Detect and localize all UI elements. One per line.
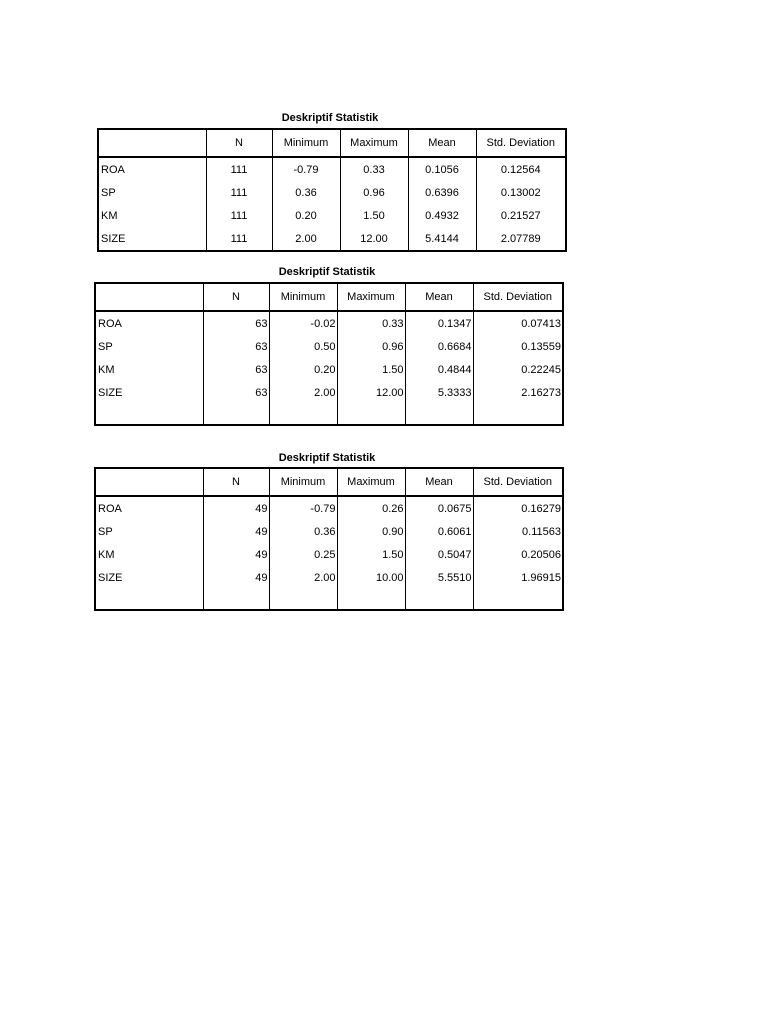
row-label: SIZE (98, 571, 123, 584)
table-3-title: Deskriptif Statistik (278, 452, 376, 464)
cell-maximum: 0.96 (337, 335, 405, 358)
cell-mean: 0.6061 (405, 520, 473, 543)
header-minimum: Minimum (269, 468, 337, 496)
cell-mean: 0.4932 (408, 204, 476, 227)
cell-std-deviation: 0.13559 (473, 335, 563, 358)
cell-n: 49 (203, 543, 269, 566)
cell-minimum: 2.00 (269, 566, 337, 589)
empty-cell (95, 404, 203, 425)
empty-cell (269, 404, 337, 425)
cell-maximum: 1.50 (340, 204, 408, 227)
header-n: N (206, 129, 272, 157)
row-label: SIZE (98, 386, 123, 399)
cell-std-deviation: 0.12564 (476, 157, 566, 181)
header-mean: Mean (405, 283, 473, 311)
empty-cell (337, 589, 405, 610)
empty-cell (473, 589, 563, 610)
cell-std-deviation: 1.96915 (473, 566, 563, 589)
descriptive-stats-table-2 (94, 282, 564, 426)
row-label: ROA (98, 502, 122, 515)
cell-n: 111 (206, 204, 272, 227)
header-mean: Mean (405, 468, 473, 496)
cell-minimum: 0.20 (269, 358, 337, 381)
cell-n: 49 (203, 520, 269, 543)
cell-std-deviation: 0.11563 (473, 520, 563, 543)
header-maximum: Maximum (337, 468, 405, 496)
cell-n: 63 (203, 381, 269, 404)
table-row (98, 204, 566, 227)
cell-maximum: 12.00 (337, 381, 405, 404)
table-1-title: Deskriptif Statistik (281, 112, 379, 124)
cell-std-deviation: 0.21527 (476, 204, 566, 227)
table-row (95, 520, 563, 543)
header-n: N (203, 283, 269, 311)
table-header-row (95, 468, 563, 496)
header-variable (98, 129, 206, 157)
header-std-deviation: Std. Deviation (473, 468, 563, 496)
table-empty-row (95, 589, 563, 610)
cell-n: 111 (206, 157, 272, 181)
header-n: N (203, 468, 269, 496)
cell-n: 63 (203, 358, 269, 381)
empty-cell (203, 404, 269, 425)
row-label: ROA (101, 163, 125, 176)
cell-mean: 0.6396 (408, 181, 476, 204)
empty-cell (473, 404, 563, 425)
header-std-deviation: Std. Deviation (476, 129, 566, 157)
cell-mean: 0.0675 (405, 496, 473, 520)
cell-mean: 5.4144 (408, 227, 476, 251)
cell-n: 49 (203, 496, 269, 520)
cell-maximum: 12.00 (340, 227, 408, 251)
cell-n: 63 (203, 311, 269, 335)
empty-cell (203, 589, 269, 610)
empty-cell (405, 589, 473, 610)
table-row (95, 496, 563, 520)
header-variable (95, 283, 203, 311)
cell-std-deviation: 0.20506 (473, 543, 563, 566)
table-header-row (98, 129, 566, 157)
cell-std-deviation: 0.22245 (473, 358, 563, 381)
table-empty-row (95, 404, 563, 425)
cell-minimum: -0.79 (272, 157, 340, 181)
table-row (95, 335, 563, 358)
cell-maximum: 0.33 (337, 311, 405, 335)
cell-minimum: 0.36 (269, 520, 337, 543)
cell-n: 49 (203, 566, 269, 589)
empty-cell (269, 589, 337, 610)
row-label: ROA (98, 317, 122, 330)
cell-maximum: 0.33 (340, 157, 408, 181)
cell-maximum: 0.26 (337, 496, 405, 520)
cell-minimum: -0.02 (269, 311, 337, 335)
cell-maximum: 0.90 (337, 520, 405, 543)
row-label: KM (98, 548, 115, 561)
cell-mean: 0.4844 (405, 358, 473, 381)
table-row (95, 381, 563, 404)
cell-mean: 0.1056 (408, 157, 476, 181)
header-variable (95, 468, 203, 496)
table-row (98, 157, 566, 181)
table-row (95, 358, 563, 381)
cell-minimum: 0.36 (272, 181, 340, 204)
header-minimum: Minimum (269, 283, 337, 311)
table-row (95, 311, 563, 335)
cell-std-deviation: 0.07413 (473, 311, 563, 335)
table-row (95, 566, 563, 589)
cell-n: 111 (206, 181, 272, 204)
cell-maximum: 0.96 (340, 181, 408, 204)
empty-cell (95, 589, 203, 610)
cell-minimum: 0.20 (272, 204, 340, 227)
header-minimum: Minimum (272, 129, 340, 157)
row-label: SP (98, 525, 113, 538)
header-std-deviation: Std. Deviation (473, 283, 563, 311)
empty-cell (337, 404, 405, 425)
cell-minimum: -0.79 (269, 496, 337, 520)
cell-n: 111 (206, 227, 272, 251)
table-row (98, 181, 566, 204)
table-row (98, 227, 566, 251)
header-maximum: Maximum (340, 129, 408, 157)
cell-std-deviation: 2.16273 (473, 381, 563, 404)
cell-mean: 0.5047 (405, 543, 473, 566)
cell-mean: 5.5510 (405, 566, 473, 589)
row-label: KM (98, 363, 115, 376)
cell-maximum: 1.50 (337, 543, 405, 566)
row-label: SP (98, 340, 113, 353)
cell-minimum: 0.50 (269, 335, 337, 358)
cell-minimum: 2.00 (269, 381, 337, 404)
row-label: SIZE (101, 232, 126, 245)
header-maximum: Maximum (337, 283, 405, 311)
cell-mean: 0.6684 (405, 335, 473, 358)
descriptive-stats-table-3 (94, 467, 564, 611)
cell-n: 63 (203, 335, 269, 358)
row-label: KM (101, 209, 118, 222)
table-2-title: Deskriptif Statistik (278, 266, 376, 278)
cell-mean: 5.3333 (405, 381, 473, 404)
cell-minimum: 2.00 (272, 227, 340, 251)
table-header-row (95, 283, 563, 311)
cell-mean: 0.1347 (405, 311, 473, 335)
cell-minimum: 0.25 (269, 543, 337, 566)
empty-cell (405, 404, 473, 425)
cell-maximum: 1.50 (337, 358, 405, 381)
header-mean: Mean (408, 129, 476, 157)
row-label: SP (101, 186, 116, 199)
table-row (95, 543, 563, 566)
cell-std-deviation: 0.13002 (476, 181, 566, 204)
cell-std-deviation: 2.07789 (476, 227, 566, 251)
descriptive-stats-table-1 (97, 128, 567, 252)
cell-std-deviation: 0.16279 (473, 496, 563, 520)
cell-maximum: 10.00 (337, 566, 405, 589)
